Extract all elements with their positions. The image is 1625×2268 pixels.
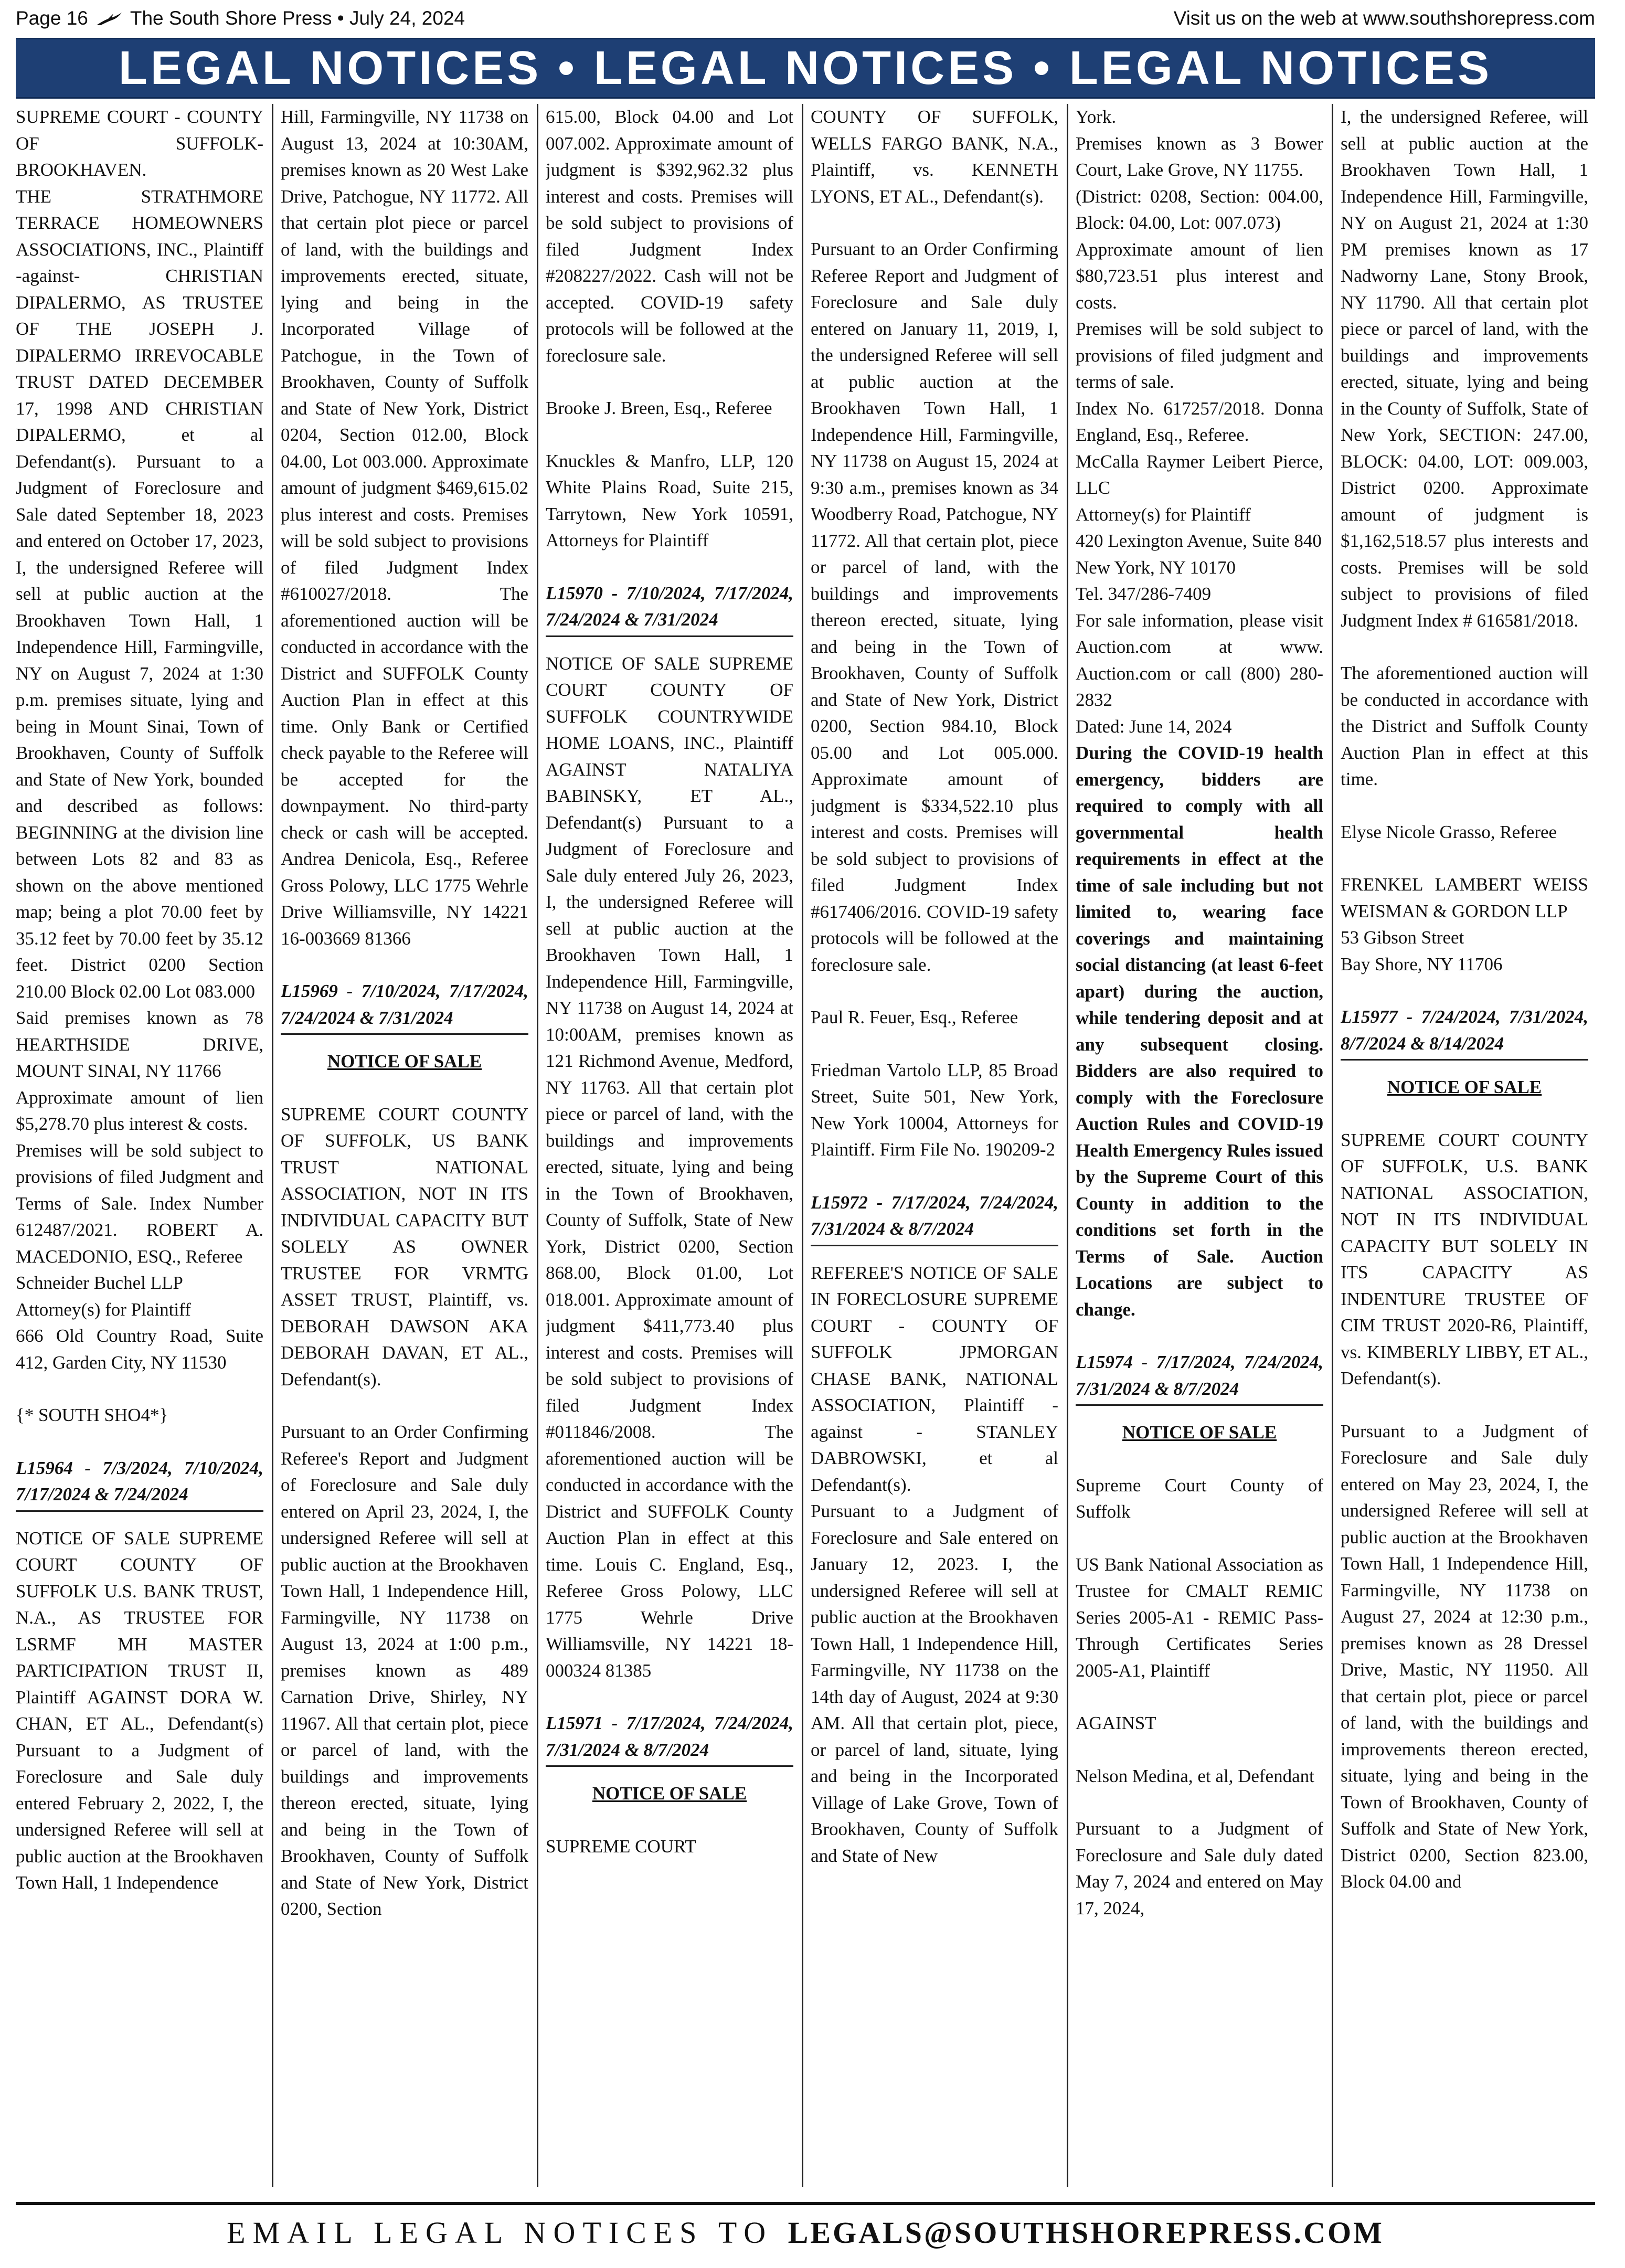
notice-text: 420 Lexington Avenue, Suite 840 — [1076, 531, 1322, 551]
notice-heading: NOTICE OF SALE — [327, 1051, 482, 1072]
website-link[interactable]: Visit us on the web at www.southshorepress.com — [1173, 7, 1595, 29]
notice-text: AGAINST — [1076, 1713, 1156, 1733]
notice-text: McCalla Raymer Leibert Pierce, LLC — [1076, 451, 1323, 498]
notice-text: THE STRATHMORE TERRACE HOMEOWNERS ASSOCIATIONS, INC., Plaintiff -against- CHRISTIAN DIPALERMO, AS TRUSTEE OF THE JOSEPH J. DIPALERMO IRREVOCABLE TRUST DATED DECEMBER 17, 1998 AND CHRISTIAN DIPALERMO, et al Defendant(s). Pursuant to a Judgment of Foreclosure and Sale dated September 18, 2023 and entered on October 17, 2023, I, the undersigned Referee will sell at public auction at the Brookhaven Town Hall, 1 Independence Hill, Farmingville, NY on August 7, 2024 at 1:30 p.m. premises situate, lying and being in Mount Sinai, Town of Brookhaven, County of Suffolk and State of New York, bounded and described as follows: BEGINNING at the division line between Lots 82 and 83 as shown on the above mentioned map; being a plot 70.00 feet by 35.12 feet by 70.00 feet by 35.12 feet. District 0200 Section 210.00 Block 02.00 Lot 083.000 — [16, 186, 263, 1002]
paragraph-gap — [811, 978, 1058, 1004]
notice-text: Brooke J. Breen, Esq., Referee — [546, 398, 772, 418]
paragraph-gap — [1341, 845, 1588, 872]
notice-divider — [1341, 1059, 1588, 1061]
paragraph-gap — [1341, 1101, 1588, 1127]
notice-divider — [1076, 1404, 1323, 1406]
paragraph-gap — [16, 1429, 263, 1455]
notice-text: 666 Old Country Road, Suite 412, Garden City, NY 11530 — [16, 1326, 263, 1373]
notice-text: Elyse Nicole Grasso, Referee — [1341, 821, 1557, 842]
notice-heading: NOTICE OF SALE — [592, 1783, 747, 1804]
paragraph-gap — [546, 554, 793, 580]
notice-text: Knuckles & Manfro, LLP, 120 White Plains Road, Suite 215, Tarrytown, New York 10591, Attorneys for Plaintiff — [546, 450, 793, 550]
page-footer — [16, 2212, 1595, 2254]
notice-text: I, the undersigned Referee, will sell at public auction at the Brookhaven Town Hall, 1 Independence Hill, Farmingville, NY on August 21, 2024 at 1:30 PM premises known as 17 Nadworny Lane, Stony Brook, NY 11790. All that certain plot piece or parcel of land, with the buildings and improvements erected, situate, lying and being in the County of Suffolk, State of New York, SECTION: 247.00, BLOCK: 04.00, LOT: 009.003, District 0200. Approximate amount of judgment is $1,162,518.57 plus interests and costs. Premises will be sold subject to provisions of filed Judgment Index # 616581/2018. — [1341, 107, 1588, 631]
column-4 — [811, 104, 1058, 2187]
notice-reference: L15971 - 7/17/2024, 7/24/2024, 7/31/2024 & 8/7/2024 — [546, 1713, 793, 1760]
notice-columns — [16, 104, 1595, 2187]
notice-text: Premises will be sold subject to provisions of filed judgment and terms of sale. — [1076, 319, 1323, 392]
notice-text: SUPREME COURT - COUNTY OF SUFFOLK- BROOKHAVEN. — [16, 107, 263, 180]
notice-divider — [811, 1245, 1058, 1246]
paragraph-gap — [546, 422, 793, 448]
notice-text: Nelson Medina, et al, Defendant — [1076, 1765, 1314, 1786]
header-left — [16, 7, 465, 29]
notice-text: For sale information, please visit Auction.com at www. Auction.com or call (800) 280-2832 — [1076, 610, 1323, 710]
paragraph-gap — [546, 1807, 793, 1834]
notice-text: FRENKEL LAMBERT WEISS WEISMAN & GORDON LLP — [1341, 874, 1588, 921]
paragraph-gap — [1076, 1737, 1323, 1763]
notice-text: Pursuant to a Judgment of Foreclosure and Sale entered on January 12, 2023. I, the undersigned Referee will sell at public auction at the Brookhaven Town Hall, 1 Independence Hill, Farmingville, NY 11738 on the 14th day of August, 2024 at 9:30 AM. All that certain plot, piece, or parcel of land, situate, lying and being in the Incorporated Village of Lake Grove, Town of Brookhaven, County of Suffolk and State of New — [811, 1501, 1058, 1866]
column-rule — [802, 104, 803, 2187]
column-5 — [1076, 104, 1323, 2187]
notice-text: (District: 0208, Section: 004.00, Block: 04.00, Lot: 007.073) — [1076, 186, 1323, 233]
page-number: Page 16 — [16, 7, 88, 29]
paragraph-gap — [1076, 1789, 1323, 1816]
paragraph-gap — [811, 1031, 1058, 1057]
notice-text: Premises will be sold subject to provisions of filed Judgment and Terms of Sale. Index Number 612487/2021. ROBERT A. MACEDONIO, ESQ., Referee — [16, 1140, 263, 1267]
paragraph-gap — [1076, 1684, 1323, 1710]
column-1 — [16, 104, 263, 2187]
page-header — [16, 4, 1595, 36]
paragraph-gap — [281, 952, 528, 978]
paragraph-gap — [811, 210, 1058, 236]
notice-reference: L15964 - 7/3/2024, 7/10/2024, 7/17/2024 & 7/24/2024 — [16, 1457, 263, 1504]
notice-divider — [546, 635, 793, 637]
notice-text: Index No. 617257/2018. Donna England, Esq., Referee. — [1076, 398, 1323, 445]
column-2 — [281, 104, 528, 2187]
notice-text: Premises known as 3 Bower Court, Lake Grove, NY 11755. — [1076, 133, 1323, 180]
footer-rule — [16, 2202, 1595, 2205]
notice-text: During the COVID-19 health emergency, bidders are required to comply with all governmental health requirements in effect at the time of sale including but not limited to, wearing face coverings and maintaining social distancing (at least 6-feet apart) during the auction, while tendering deposit and at any subsequent closing. Bidders are also required to comply with the Foreclosure Auction Rules and COVID-19 Health Emergency Rules issued by the Supreme Court of this County in addition to the conditions set forth in the Terms of Sale. Auction Locations are subject to change. — [1076, 743, 1323, 1320]
paragraph-gap — [811, 1163, 1058, 1190]
notice-text: Schneider Buchel LLP — [16, 1273, 183, 1293]
notice-text: Pursuant to an Order Confirming Referee Report and Judgment of Foreclosure and Sale duly entered on January 11, 2019, I, the undersigned Referee will sell at public auction at the Brookhaven Town Hall, 1 Independence Hill, Farmingville, NY 11738 on August 15, 2024 at 9:30 a.m., premises known as 34 Woodberry Road, Patchogue, NY 11772. All that certain plot, piece or parcel of land, with the buildings and improvements thereon erected, situate, lying and being in the Town of Brookhaven, County of Suffolk and State of New York, District 0200, Section 984.10, Block 05.00 and Lot 005.000. Approximate amount of judgment is $334,522.10 plus interest and costs. Premises will be sold subject to provisions of filed Judgment Index #617406/2016. COVID-19 safety protocols will be followed at the foreclosure sale. — [811, 239, 1058, 975]
paragraph-gap — [1341, 1392, 1588, 1418]
column-rule — [537, 104, 538, 2187]
paragraph-gap — [1341, 978, 1588, 1004]
email-link[interactable]: LEGALS@SOUTHSHOREPRESS.COM — [788, 2216, 1384, 2250]
notice-text: REFEREE'S NOTICE OF SALE IN FORECLOSURE SUPREME COURT - COUNTY OF SUFFOLK JPMORGAN CHASE BANK, NATIONAL ASSOCIATION, Plaintiff - against - STANLEY DABROWSKI, et al Defendant(s). — [811, 1262, 1058, 1495]
notice-divider — [281, 1033, 528, 1035]
notice-text: The aforementioned auction will be conducted in accordance with the District and Suffolk County Auction Plan in effect at this time. — [1341, 663, 1588, 789]
notice-reference: L15969 - 7/10/2024, 7/17/2024, 7/24/2024 & 7/31/2024 — [281, 981, 528, 1028]
publication-name: The South Shore Press — [130, 7, 332, 29]
paragraph-gap — [546, 1684, 793, 1710]
notice-text: Tel. 347/286-7409 — [1076, 584, 1212, 604]
notice-text: NOTICE OF SALE SUPREME COURT COUNTY OF SUFFOLK U.S. BANK TRUST, N.A., AS TRUSTEE FOR LSRMF MH MASTER PARTICIPATION TRUST II, Plaintiff AGAINST DORA W. CHAN, ET AL., Defendant(s) Pursuant to a Judgment of Foreclosure and Sale duly entered February 2, 2022, I, the undersigned Referee will sell at public auction at the Brookhaven Town Hall, 1 Independence — [16, 1528, 263, 1893]
notice-text: Bay Shore, NY 11706 — [1341, 953, 1503, 974]
notice-reference: L15970 - 7/10/2024, 7/17/2024, 7/24/2024 & 7/31/2024 — [546, 582, 793, 630]
notice-text: Pursuant to a Judgment of Foreclosure and Sale duly entered on May 23, 2024, I, the undersigned Referee will sell at public auction at the Brookhaven Town Hall, 1 Independence Hill, Farmingville, NY 11738 on August 27, 2024 at 12:30 p.m., premises known as 28 Dressel Drive, Mastic, NY 11950. All that certain plot, piece or parcel of land, with the buildings and improvements thereon erected, situate, lying and being in the Town of Brookhaven, County of Suffolk and State of New York, District 0200, Section 823.00, Block 04.00 and — [1341, 1421, 1588, 1892]
notice-text: SUPREME COURT COUNTY OF SUFFOLK, US BANK TRUST NATIONAL ASSOCIATION, NOT IN ITS INDIVIDUAL CAPACITY BUT SOLELY AS OWNER TRUSTEE FOR VRMTG ASSET TRUST, Plaintiff, vs. DEBORAH DAWSON AKA DEBORAH DAVAN, ET AL., Defendant(s). — [281, 1104, 528, 1390]
notice-text: Pursuant to an Order Confirming Referee's Report and Judgment of Foreclosure and Sale duly entered on April 23, 2024, I, the undersigned Referee will sell at public auction at the Brookhaven Town Hall, 1 Independence Hill, Farmingville, NY 11738 on August 13, 2024 at 1:00 p.m., premises known as 489 Carnation Drive, Shirley, NY 11967. All that certain plot, piece or parcel of land, with the buildings and improvements thereon erected, situate, lying and being in the Town of Brookhaven, County of Suffolk and State of New York, District 0200, Section — [281, 1422, 528, 1919]
notice-text: Pursuant to a Judgment of Foreclosure and Sale duly dated May 7, 2024 and entered on May 17, 2024, — [1076, 1818, 1323, 1919]
notice-reference: L15972 - 7/17/2024, 7/24/2024, 7/31/2024 & 8/7/2024 — [811, 1192, 1058, 1239]
paragraph-gap — [1341, 634, 1588, 660]
notice-text: 615.00, Block 04.00 and Lot 007.002. Approximate amount of judgment is $392,962.32 plus interest and costs. Premises will be sold subject to provisions of filed Judgment Index #208227/2022. Cash will not be accepted. COVID-19 safety protocols will be followed at the foreclosure sale. — [546, 107, 793, 366]
notice-text: Friedman Vartolo LLP, 85 Broad Street, Suite 501, New York, New York 10004, Attorneys for Plaintiff. Firm File No. 190209-2 — [811, 1059, 1058, 1160]
notice-text: New York, NY 10170 — [1076, 557, 1236, 578]
notice-text: Dated: June 14, 2024 — [1076, 716, 1232, 737]
bird-icon — [95, 12, 123, 27]
paragraph-gap — [1076, 1525, 1323, 1552]
legal-notices-banner: LEGAL NOTICES • LEGAL NOTICES • LEGAL NOTICES — [16, 38, 1595, 99]
notice-text: {* SOUTH SHO4*} — [16, 1405, 168, 1425]
notice-text: Approximate amount of lien $80,723.51 plus interest and costs. — [1076, 239, 1323, 313]
issue-date: July 24, 2024 — [349, 7, 465, 29]
paragraph-gap — [1076, 1446, 1323, 1472]
notice-text: Said premises known as 78 HEARTHSIDE DRIVE, MOUNT SINAI, NY 11766 — [16, 1008, 263, 1081]
notice-text: Supreme Court County of Suffolk — [1076, 1475, 1323, 1522]
paragraph-gap — [16, 1376, 263, 1402]
column-6 — [1341, 104, 1588, 2187]
notice-reference: L15977 - 7/24/2024, 7/31/2024, 8/7/2024 & 8/14/2024 — [1341, 1006, 1588, 1054]
notice-text: SUPREME COURT — [546, 1836, 696, 1857]
notice-reference: L15974 - 7/17/2024, 7/24/2024, 7/31/2024 & 8/7/2024 — [1076, 1352, 1323, 1399]
notice-text: Approximate amount of lien $5,278.70 plus interest & costs. — [16, 1087, 263, 1134]
notice-text: COUNTY OF SUFFOLK, WELLS FARGO BANK, N.A., Plaintiff, vs. KENNETH LYONS, ET AL., Defendant(s). — [811, 107, 1058, 207]
footer-prefix: EMAIL LEGAL NOTICES TO — [227, 2216, 773, 2250]
notice-text: NOTICE OF SALE SUPREME COURT COUNTY OF SUFFOLK COUNTRYWIDE HOME LOANS, INC., Plaintiff AGAINST NATALIYA BABINSKY, ET AL., Defendant(s) Pursuant to a Judgment of Foreclosure and Sale duly entered July 26, 2023, I, the undersigned Referee will sell at public auction at the Brookhaven Town Hall, 1 Independence Hill, Farmingville, NY 11738 on August 14, 2024 at 10:00AM, premises known as 121 Richmond Avenue, Medford, NY 11763. All that certain plot piece or parcel of land, with the buildings and improvements erected, situate, lying and being in the Town of Brookhaven, County of Suffolk, State of New York, District 0200, Section 868.00, Block 01.00, Lot 018.001. Approximate amount of judgment $411,773.40 plus interest and costs. Premises will be sold subject to provisions of filed Judgment Index #011846/2008. The aforementioned auction will be conducted in accordance with the District and SUFFOLK County Auction Plan in effect at this time. Louis C. England, Esq., Referee Gross Polowy, LLC 1775 Wehrle Drive Williamsville, NY 14221 18-000324 81385 — [546, 653, 793, 1681]
notice-text: 53 Gibson Street — [1341, 927, 1464, 948]
paragraph-gap — [281, 1393, 528, 1419]
notice-heading: NOTICE OF SALE — [1122, 1422, 1277, 1443]
notice-text: SUPREME COURT COUNTY OF SUFFOLK, U.S. BANK NATIONAL ASSOCIATION, NOT IN ITS INDIVIDUAL CAPACITY BUT SOLELY IN ITS CAPACITY AS INDENTURE TRUSTEE OF CIM TRUST 2020-R6, Plaintiff, vs. KIMBERLY LIBBY, ET AL., Defendant(s). — [1341, 1129, 1588, 1389]
paragraph-gap — [1341, 793, 1588, 819]
notice-text: US Bank National Association as Trustee for CMALT REMIC Series 2005-A1 - REMIC Pass-Through Certificates Series 2005-A1, Plaintiff — [1076, 1554, 1323, 1681]
notice-divider — [546, 1765, 793, 1767]
notice-text: Attorney(s) for Plaintiff — [1076, 504, 1251, 525]
paragraph-gap — [1076, 1323, 1323, 1349]
notice-heading: NOTICE OF SALE — [1387, 1077, 1542, 1097]
column-rule — [272, 104, 273, 2187]
header-separator: • — [337, 7, 344, 29]
column-3 — [546, 104, 793, 2187]
notice-text: Paul R. Feuer, Esq., Referee — [811, 1007, 1018, 1027]
notice-text: Attorney(s) for Plaintiff — [16, 1299, 191, 1320]
column-rule — [1067, 104, 1068, 2187]
column-rule — [1332, 104, 1333, 2187]
notice-divider — [16, 1510, 263, 1512]
paragraph-gap — [546, 369, 793, 395]
notice-text: Hill, Farmingville, NY 11738 on August 13, 2024 at 10:30AM, premises known as 20 West Lake Drive, Patchogue, NY 11772. All that certain plot piece or parcel of land, with the buildings and improvements erected, situate, lying and being in the Incorporated Village of Patchogue, in the Town of Brookhaven, County of Suffolk and State of New York, District 0204, Section 012.00, Block 04.00, Lot 003.000. Approximate amount of judgment $469,615.02 plus interest and costs. Premises will be sold subject to provisions of filed Judgment Index #610027/2018. The aforementioned auction will be conducted in accordance with the District and SUFFOLK County Auction Plan in effect at this time. Only Bank or Certified check payable to the Referee will be accepted for the downpayment. No third-party check or cash will be accepted. Andrea Denicola, Esq., Referee Gross Polowy, LLC 1775 Wehrle Drive Williamsville, NY 14221 16-003669 81366 — [281, 107, 528, 949]
notice-text: York. — [1076, 107, 1117, 127]
paragraph-gap — [281, 1075, 528, 1101]
